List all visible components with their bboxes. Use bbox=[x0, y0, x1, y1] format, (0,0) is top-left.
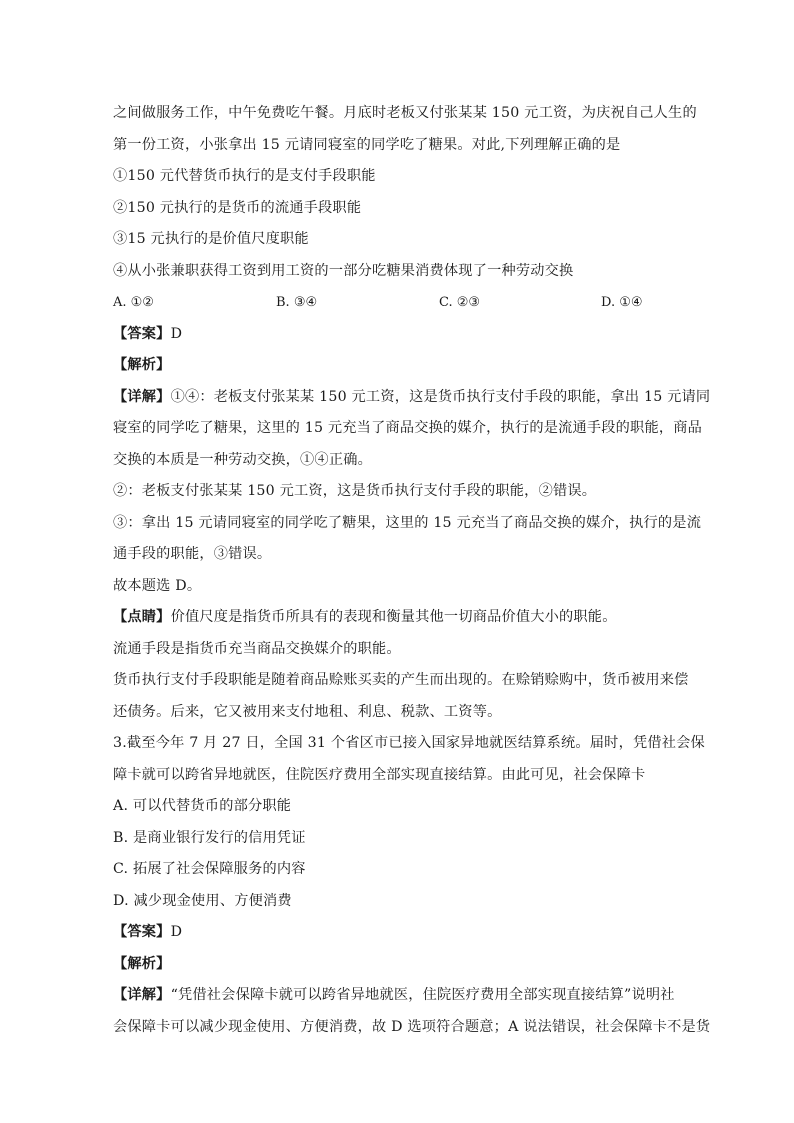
tip-line bbox=[113, 602, 689, 634]
q3-option-a: A. 可以代替货币的部分职能 bbox=[113, 798, 292, 814]
tip-text: 价值尺度是指货币所具有的表现和衡量其他一切商品价值大小的职能。 bbox=[170, 609, 617, 625]
detail-tag: 【详解】 bbox=[113, 388, 171, 405]
statement-2: ②150 元执行的是货币的流通手段职能 bbox=[113, 199, 362, 216]
q3-answer-tag: 【答案】 bbox=[113, 924, 171, 940]
question-stem-line: 第一份工资，小张拿出 15 元请同寝室的同学吃了糖果。对此,下列理解正确的是 bbox=[113, 136, 621, 153]
detail-line: ②：老板支付张某某 150 元工资，这是货币执行支付手段的职能，②错误。 bbox=[113, 483, 597, 499]
tip-line: 流通手段是指货币充当商品交换媒介的职能。 bbox=[113, 640, 401, 657]
statement-3: ③15 元执行的是价值尺度职能 bbox=[113, 231, 309, 247]
answer-value: D bbox=[170, 325, 183, 342]
option-d: D. ①④ bbox=[601, 295, 643, 310]
q3-detail-line bbox=[113, 980, 689, 1012]
detail-line: 寝室的同学吃了糖果，这里的 15 元充当了商品交换的媒介，执行的是流通手段的职能，商品 bbox=[113, 420, 702, 436]
q3-answer-line bbox=[113, 917, 689, 949]
detail-text: ①④：老板支付张某某 150 元工资，这是货币执行支付手段的职能，拿出 15 元请同 bbox=[170, 388, 711, 405]
question-3-stem-line: 3.截至今年 7 月 27 日，全国 31 个省区市已接入国家异地就医结算系统。届时，凭借社会保 bbox=[113, 735, 705, 751]
q3-detail-tag: 【详解】 bbox=[113, 987, 171, 1003]
q3-detail-line: 会保障卡可以减少现金使用、方便消费，故 D 选项符合题意；A 说法错误，社会保障卡不是货 bbox=[113, 1018, 711, 1035]
detail-line: 故本题选 D。 bbox=[113, 577, 202, 594]
option-c: C. ②③ bbox=[439, 295, 481, 310]
tip-tag: 【点睛】 bbox=[113, 609, 171, 625]
q3-option-d: D. 减少现金使用、方便消费 bbox=[113, 892, 292, 909]
answer-line bbox=[113, 319, 689, 351]
detail-line bbox=[113, 382, 711, 414]
analysis-heading bbox=[113, 350, 689, 382]
question-stem-line: 之间做服务工作，中午免费吃午餐。月底时老板又付张某某 150 元工资，为庆祝自己人生的 bbox=[113, 105, 697, 121]
tip-line: 货币执行支付手段职能是随着商品赊账买卖的产生而出现的。在赊销赊购中，货币被用来偿 bbox=[113, 672, 689, 688]
answer-options bbox=[113, 287, 689, 319]
detail-line: 交换的本质是一种劳动交换，①④正确。 bbox=[113, 451, 372, 468]
detail-line: ③：拿出 15 元请同寝室的同学吃了糖果，这里的 15 元充当了商品交换的媒介，执行的是流 bbox=[113, 514, 702, 531]
detail-line: 通手段的职能，③错误。 bbox=[113, 546, 272, 562]
q3-option-b: B. 是商业银行发行的信用凭证 bbox=[113, 829, 306, 846]
q3-analysis-heading bbox=[113, 949, 689, 981]
q3-detail-text: “凭借社会保障卡就可以跨省异地就医，住院医疗费用全部实现直接结算”说明社 bbox=[170, 987, 675, 1003]
statement-1: ①150 元代替货币执行的是支付手段职能 bbox=[113, 168, 376, 184]
question-3-stem-line: 障卡就可以跨省异地就医，住院医疗费用全部实现直接结算。由此可见，社会保障卡 bbox=[113, 766, 646, 783]
q3-answer-value: D bbox=[170, 924, 183, 940]
q3-option-c: C. 拓展了社会保障服务的内容 bbox=[113, 861, 306, 877]
document-body bbox=[113, 98, 711, 1043]
option-b: B. ③④ bbox=[276, 295, 318, 310]
q3-analysis-tag: 【解析】 bbox=[113, 955, 171, 972]
analysis-tag: 【解析】 bbox=[113, 357, 171, 373]
answer-tag: 【答案】 bbox=[113, 325, 171, 342]
statement-4: ④从小张兼职获得工资到用工资的一部分吃糖果消费体现了一种劳动交换 bbox=[113, 262, 574, 279]
option-a: A. ①② bbox=[113, 295, 154, 310]
tip-line: 还债务。后来，它又被用来支付地租、利息、税款、工资等。 bbox=[113, 703, 502, 720]
